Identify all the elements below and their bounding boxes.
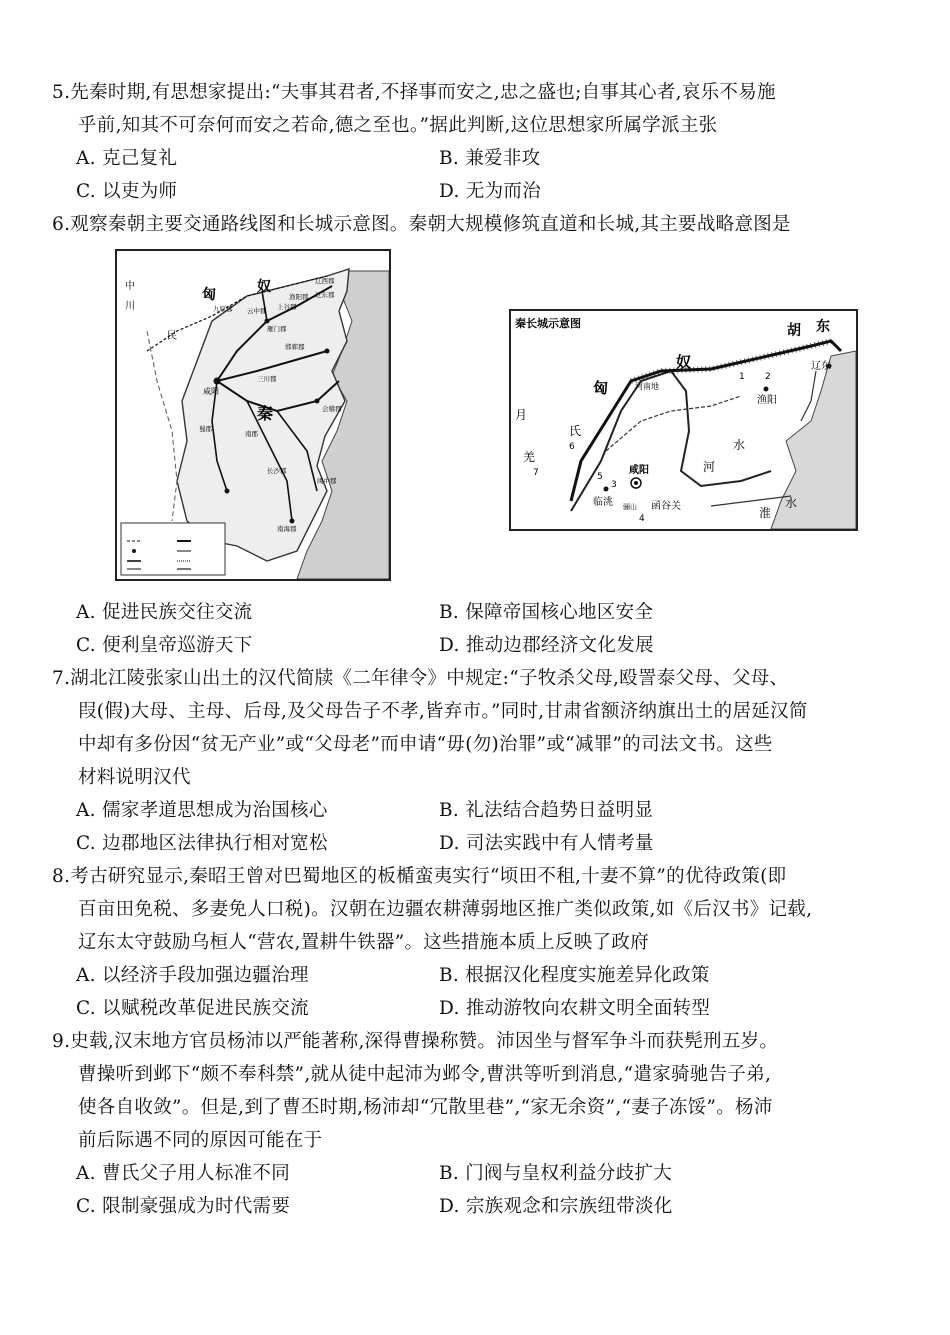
map1-label-qin: 秦 <box>257 404 274 423</box>
map2-label-hu: 胡 <box>787 323 801 339</box>
option-7a[interactable]: A. 儒家孝道思想成为治国核心 <box>76 800 328 821</box>
question-9-line-3: 使各自收敛”。但是,到了曹丕时期,杨沛却“冗散里巷”,“家无余资”,“妻子冻馁”。杨沛 <box>78 1097 773 1118</box>
option-6d[interactable]: D. 推动边郡经济文化发展 <box>439 635 654 656</box>
map1-label-min: 民 <box>167 331 177 342</box>
map1-label-changsha: 长沙郡 <box>267 467 287 475</box>
map2-label-yue: 月 <box>515 408 528 422</box>
map2-label-nu: 奴 <box>676 353 692 371</box>
question-7-options <box>52 794 897 860</box>
question-7-line-2: 叚(假)大母、主母、后母,及父母告子不孝,皆弃市。”同时,甘肃省额济纳旗出土的居延汉简 <box>78 701 808 722</box>
option-6c[interactable]: C. 便利皇帝巡游天下 <box>76 635 253 656</box>
map2-label-liaodong: 辽东 <box>811 361 831 372</box>
map1-label-chuan: 川 <box>125 301 135 312</box>
map2-label-shi: 氏 <box>569 424 582 438</box>
option-7b[interactable]: B. 礼法结合趋势日益明显 <box>439 800 654 821</box>
map2-title: 秦长城示意图 <box>515 317 581 330</box>
option-7d[interactable]: D. 司法实践中有人情考量 <box>439 833 654 854</box>
map1-label-yuyang: 渔阳郡 <box>289 293 309 301</box>
question-8-line-1: 8.考古研究显示,秦昭王曾对巴蜀地区的板楯蛮夷实行“顷田不租,十妻不算”的优待政策(即 <box>52 866 787 887</box>
option-8c[interactable]: C. 以赋税改革促进民族交流 <box>76 998 309 1019</box>
map2-label-shui-2: 水 <box>785 496 798 510</box>
question-7 <box>52 662 897 860</box>
map2-label-n5: 5 <box>597 472 603 482</box>
option-6a[interactable]: A. 促进民族交往交流 <box>76 602 253 623</box>
question-9-line-2: 曹操听到邺下“颇不奉科禁”,就从徒中起沛为邺令,曹洪等听到消息,“遣家骑驰告子弟, <box>78 1064 772 1085</box>
map2-label-xiong: 匈 <box>593 379 609 397</box>
question-8 <box>52 860 897 1025</box>
map1-label-nanjun: 南郡 <box>245 430 258 438</box>
question-5-options <box>52 142 897 208</box>
map2-label-n6: 6 <box>569 442 575 452</box>
map2-label-henandi: 河南地 <box>635 382 659 391</box>
question-7-line-4: 材料说明汉代 <box>78 767 191 788</box>
map2-label-n7: 7 <box>533 468 539 478</box>
map1-label-yanmen: 雁门郡 <box>267 325 287 333</box>
question-7-line-1: 7.湖北江陵张家山出土的汉代简牍《二年律令》中规定:“子牧杀父母,殴詈泰父母、父母、 <box>52 668 789 689</box>
map1-label-sanchuan: 三川郡 <box>257 375 277 383</box>
map1-label-xianyang: 咸阳 <box>203 387 219 396</box>
map1-label-jiuyuan: 九原郡 <box>213 305 233 313</box>
question-6 <box>52 208 897 241</box>
question-9-line-4: 前后际遇不同的原因可能在于 <box>78 1130 323 1151</box>
option-9d[interactable]: D. 宗族观念和宗族纽带淡化 <box>439 1196 673 1217</box>
map2-label-n1: 1 <box>739 372 745 382</box>
question-5-line-2: 乎前,知其不可奈何而安之若命,德之至也。”据此判断,这位思想家所属学派主张 <box>78 115 718 136</box>
map2-label-he: 河 <box>703 460 716 474</box>
question-6-options <box>52 596 897 662</box>
map2-label-yuyang: 渔阳 <box>757 395 777 406</box>
question-8-options <box>52 959 897 1025</box>
map2-label-n3: 3 <box>611 480 617 490</box>
option-6b[interactable]: B. 保障帝国核心地区安全 <box>439 602 654 623</box>
option-5b[interactable]: B. 兼爱非攻 <box>439 148 541 169</box>
question-5-line-1: 5.先秦时期,有思想家提出:“夫事其君者,不择事而安之,忠之盛也;自事其心者,哀乐不易施 <box>52 82 776 103</box>
question-9 <box>52 1025 897 1223</box>
option-9b[interactable]: B. 门阀与皇权利益分歧扩大 <box>439 1163 673 1184</box>
map1-label-liaodong: 辽东郡 <box>315 291 335 299</box>
map1-label-liaoxi: 辽西郡 <box>315 277 335 285</box>
option-9a[interactable]: A. 曹氏父子用人标准不同 <box>76 1163 291 1184</box>
qin-transport-map <box>115 249 391 581</box>
question-7-line-3: 中却有多份因“贫无产业”或“父母老”而申请“毋(勿)治罪”或“减罪”的司法文书。这些 <box>78 734 773 755</box>
map2-label-qiang: 羌 <box>523 450 536 464</box>
map1-label-xiongnu-2: 奴 <box>257 279 271 295</box>
option-7c[interactable]: C. 边郡地区法律执行相对宽松 <box>76 833 328 854</box>
question-9-options <box>52 1157 897 1223</box>
map2-label-hanguguan: 函谷关 <box>651 501 681 512</box>
map1-label-minzhong: 闽中郡 <box>317 477 337 485</box>
question-6-line-1: 6.观察秦朝主要交通路线图和长城示意图。秦朝大规模修筑直道和长城,其主要战略意图是 <box>52 214 791 235</box>
option-8b[interactable]: B. 根据汉化程度实施差异化政策 <box>439 965 710 986</box>
option-8d[interactable]: D. 推动游牧向农耕文明全面转型 <box>439 998 711 1019</box>
map1-label-xiongnu-1: 匈 <box>202 287 216 303</box>
map2-label-lishan: 骊山 <box>623 503 637 511</box>
qin-great-wall-map <box>509 309 858 531</box>
map1-label-shu: 蜀郡 <box>199 425 212 433</box>
map1-label-zhong: 中 <box>125 281 135 292</box>
map2-label-shui-1: 水 <box>733 438 746 452</box>
map2-label-linye: 临洮 <box>593 497 613 508</box>
map1-label-nanhai: 南海郡 <box>277 525 297 533</box>
question-9-line-1: 9.史载,汉末地方官员杨沛以严能著称,深得曹操称赞。沛因坐与督军争斗而获髡刑五岁。 <box>52 1031 779 1052</box>
option-5d[interactable]: D. 无为而治 <box>439 181 542 202</box>
option-9c[interactable]: C. 限制豪强成为时代需要 <box>76 1196 291 1217</box>
map1-label-handan: 邯郸郡 <box>285 343 305 351</box>
option-5c[interactable]: C. 以吏为师 <box>76 181 178 202</box>
option-8a[interactable]: A. 以经济手段加强边疆治理 <box>76 965 309 986</box>
map2-label-dong: 东 <box>816 319 830 335</box>
map1-label-yunzhong: 云中郡 <box>247 307 267 315</box>
question-8-line-2: 百亩田免税、多妻免人口税)。汉朝在边疆农耕薄弱地区推广类似政策,如《后汉书》记载, <box>78 899 813 920</box>
question-6-options-block <box>52 596 897 662</box>
question-8-line-3: 辽东太守鼓励乌桓人“营农,置耕牛铁器”。这些措施本质上反映了政府 <box>78 932 649 953</box>
map1-label-guiji: 会稽郡 <box>322 405 342 413</box>
option-5a[interactable]: A. 克己复礼 <box>76 148 178 169</box>
question-5 <box>52 76 897 208</box>
map2-label-huai: 淮 <box>759 506 772 520</box>
map2-label-n4: 4 <box>639 514 645 524</box>
map1-label-shanggu: 上谷郡 <box>277 303 297 311</box>
map2-label-xianyang: 咸阳 <box>629 465 649 476</box>
map2-label-n2: 2 <box>765 372 771 382</box>
